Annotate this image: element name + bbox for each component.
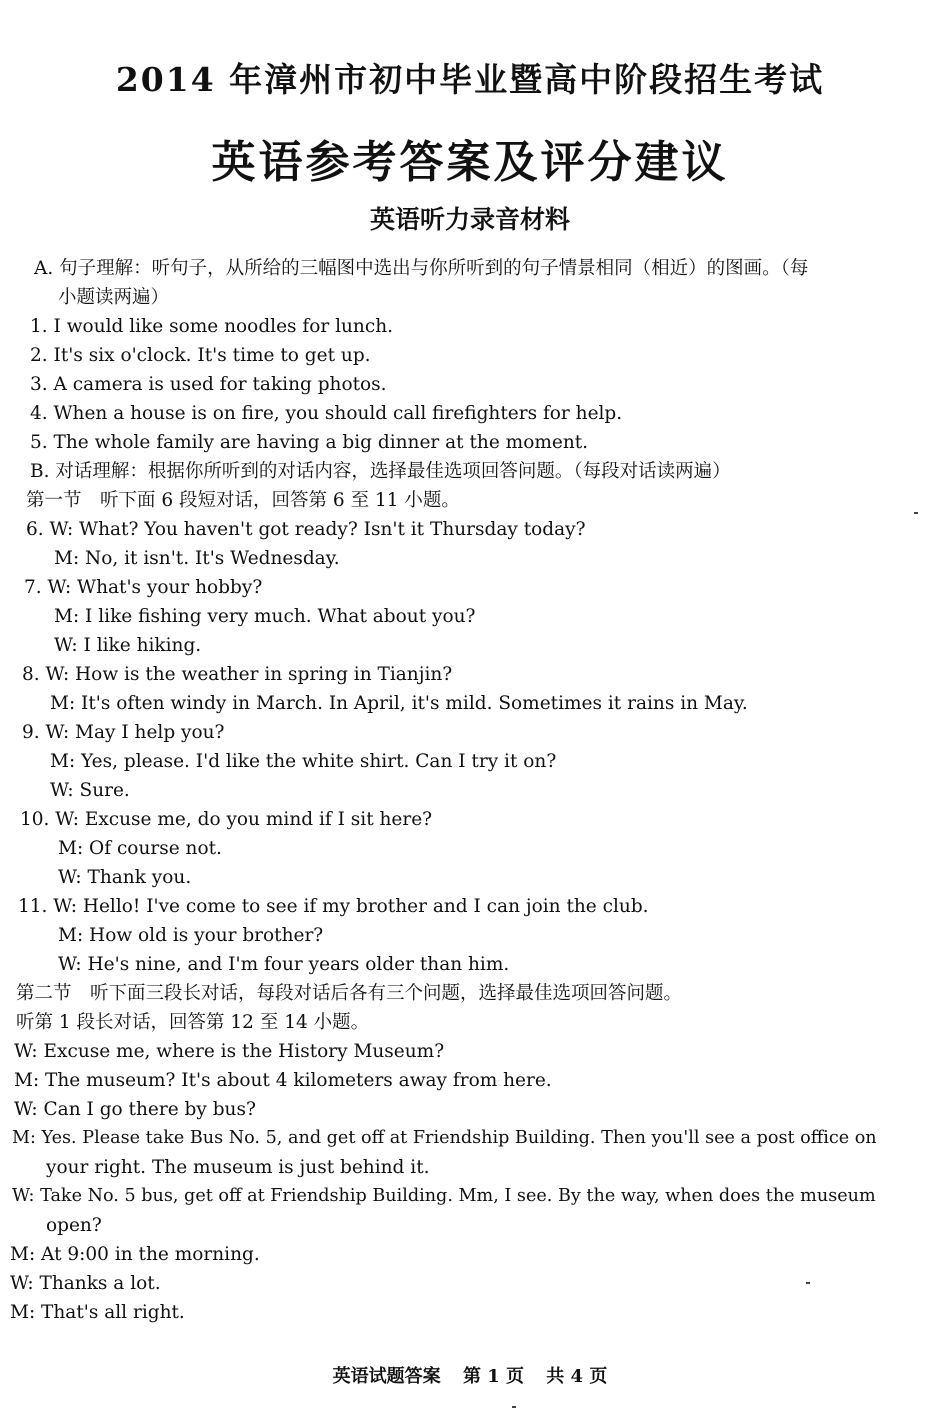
section-1-instruction: 第一节 听下面 6 段短对话，回答第 6 至 11 小题。 [26,490,460,511]
dialogue-10-m: M: Of course not. [58,838,222,859]
dialogue-10-w: 10. W: Excuse me, do you mind if I sit here? [20,809,433,830]
scan-speck [914,512,918,514]
dialogue-7-w: 7. W: What's your hobby? [24,577,263,598]
dialogue-6-w: 6. W: What? You haven't got ready? Isn't it Thursday today? [26,519,586,540]
listening-transcript [0,254,940,1327]
dialogue-8-m: M: It's often windy in March. In April, it's mild. Sometimes it rains in May. [50,693,748,714]
part-a-instruction-cont: 小题读两遍） [58,287,170,308]
page-footer [0,1362,940,1388]
long-dialogue-line-4-cont: your right. The museum is just behind it. [46,1157,430,1178]
dialogue-9-w2: W: Sure. [50,780,130,801]
footer-subject: 英语试题答案 [332,1366,441,1387]
footer-total-pages: 共 4 页 [546,1366,608,1387]
long-dialogue-line-1: W: Excuse me, where is the History Museum? [14,1041,445,1062]
section-2-instruction: 第二节 听下面三段长对话，每段对话后各有三个问题，选择最佳选项回答问题。 [16,983,683,1004]
dialogue-9-w: 9. W: May I help you? [22,722,225,743]
long-dialogue-1-instruction: 听第 1 段长对话，回答第 12 至 14 小题。 [16,1012,370,1033]
sentence-1: 1. I would like some noodles for lunch. [30,316,394,337]
part-a-instruction: A. 句子理解：听句子，从所给的三幅图中选出与你所听到的句子情景相同（相近）的图画。（每 [34,258,809,279]
dialogue-6-m: M: No, it isn't. It's Wednesday. [54,548,340,569]
long-dialogue-line-5: W: Take No. 5 bus, get off at Friendship Building. Mm, I see. By the way, when does the museum [12,1186,876,1206]
answer-key-title: 英语参考答案及评分建议 [211,137,729,188]
part-b-instruction: B. 对话理解：根据你所听到的对话内容，选择最佳选项回答问题。（每段对话读两遍） [30,461,731,482]
long-dialogue-line-8: M: That's all right. [10,1302,185,1323]
scan-speck [806,1282,810,1284]
long-dialogue-line-7: W: Thanks a lot. [10,1273,161,1294]
dialogue-10-w2: W: Thank you. [58,867,192,888]
sentence-3: 3. A camera is used for taking photos. [30,374,387,395]
dialogue-7-m: M: I like fishing very much. What about you? [54,606,476,627]
dialogue-8-w: 8. W: How is the weather in spring in Tianjin? [22,664,453,685]
long-dialogue-line-4: M: Yes. Please take Bus No. 5, and get off at Friendship Building. Then you'll see a post office on [12,1128,877,1148]
long-dialogue-line-5-cont: open? [46,1215,102,1236]
long-dialogue-line-6: M: At 9:00 in the morning. [10,1244,260,1265]
sentence-5: 5. The whole family are having a big dinner at the moment. [30,432,589,453]
long-dialogue-line-2: M: The museum? It's about 4 kilometers away from here. [14,1070,552,1091]
sentence-4: 4. When a house is on fire, you should call firefighters for help. [30,403,623,424]
footer-page-number: 第 1 页 [462,1366,524,1387]
scan-speck [512,1406,516,1408]
exam-title: 2014 年漳州市初中毕业暨高中阶段招生考试 [115,60,825,99]
long-dialogue-line-3: W: Can I go there by bus? [14,1099,256,1120]
dialogue-7-w2: W: I like hiking. [54,635,202,656]
dialogue-11-m: M: How old is your brother? [58,925,324,946]
dialogue-9-m: M: Yes, please. I'd like the white shirt. Can I try it on? [50,751,557,772]
sentence-2: 2. It's six o'clock. It's time to get up. [30,345,371,366]
listening-section-title: 英语听力录音材料 [369,205,570,234]
dialogue-11-w: 11. W: Hello! I've come to see if my brother and I can join the club. [18,896,649,917]
dialogue-11-w2: W: He's nine, and I'm four years older than him. [58,954,510,975]
